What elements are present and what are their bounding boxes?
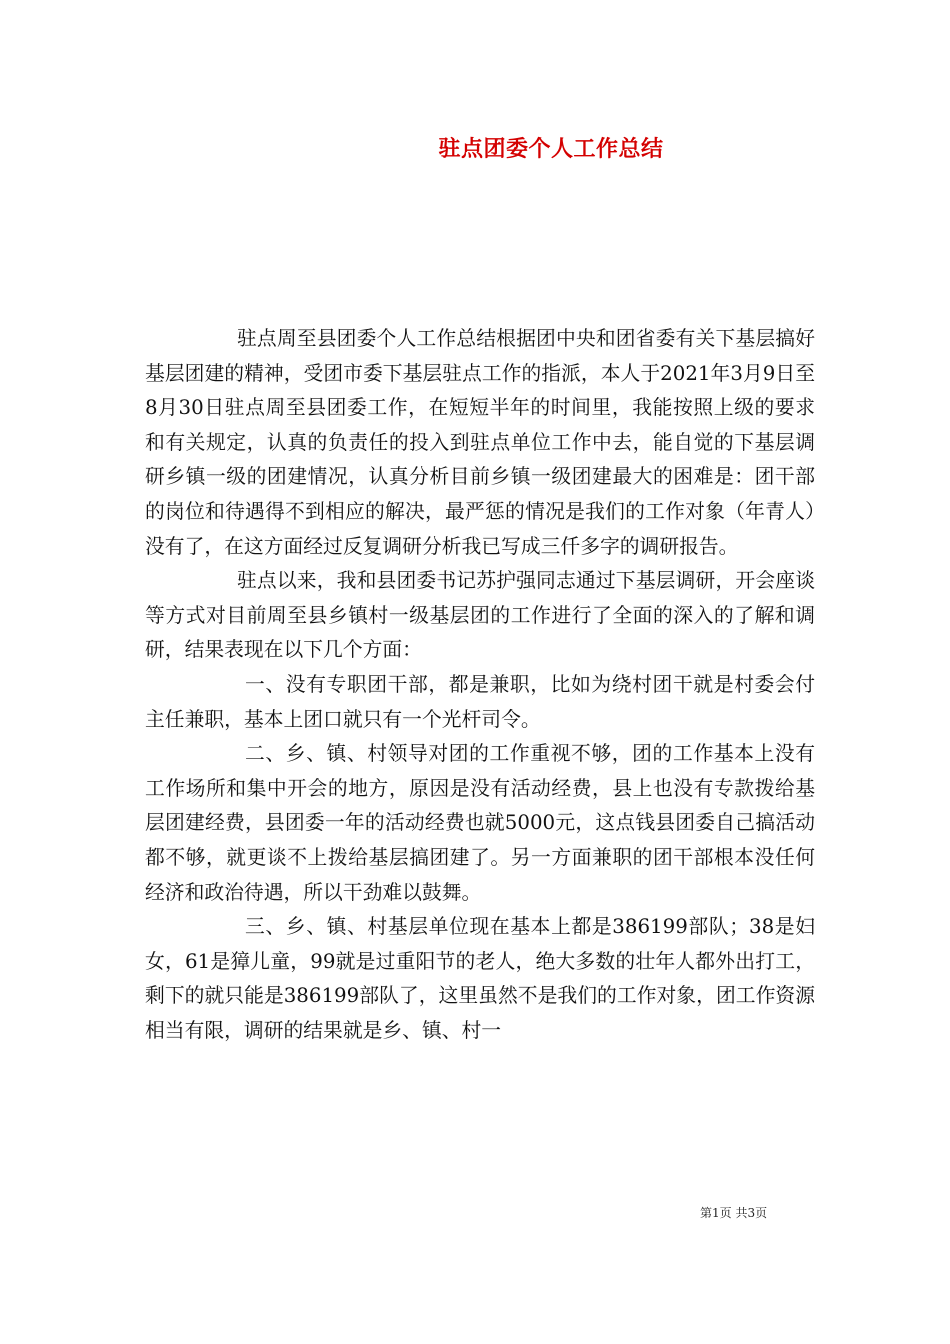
page-number: 第1页 共3页	[700, 1206, 768, 1220]
document-body	[145, 322, 815, 1048]
paragraph-point-3: 三、乡、镇、村基层单位现在基本上都是386199部队；38是妇女，61是獐儿童，99就是过重阳节的老人，绝大多数的壮年人都外出打工，剩下的就只能是386199部队了，这里虽然不是我们的工作对象，团工作资源相当有限，调研的结果就是乡、镇、村一	[145, 915, 815, 1042]
paragraph-point-1: 一、没有专职团干部，都是兼职，比如为绕村团干就是村委会付主任兼职，基本上团口就只有一个光杆司令。	[145, 672, 815, 731]
document-title: 驻点团委个人工作总结	[438, 137, 664, 162]
paragraph-intro: 驻点周至县团委个人工作总结根据团中央和团省委有关下基层搞好基层团建的精神，受团市委下基层驻点工作的指派，本人于2021年3月9日至8月30日驻点周至县团委工作，在短短半年的时间里，我能按照上级的要求和有关规定，认真的负责任的投入到驻点单位工作中去，能自觉的下基层调研乡镇一级的团建情况，认真分析目前乡镇一级团建最大的困难是：团干部的岗位和待遇得不到相应的解决，最严惩的情况是我们的工作对象（年青人）没有了，在这方面经过反复调研分析我已写成三仟多字的调研报告。	[145, 327, 815, 558]
paragraph-point-2: 二、乡、镇、村领导对团的工作重视不够，团的工作基本上没有工作场所和集中开会的地方，原因是没有活动经费，县上也没有专款拨给基层团建经费，县团委一年的活动经费也就5000元，这点钱县团委自己搞活动都不够，就更谈不上拨给基层搞团建了。另一方面兼职的团干部根本没任何经济和政治待遇，所以干劲难以鼓舞。	[145, 742, 815, 904]
paragraph-research: 驻点以来，我和县团委书记苏护强同志通过下基层调研，开会座谈等方式对目前周至县乡镇村一级基层团的工作进行了全面的深入的了解和调研，结果表现在以下几个方面：	[145, 569, 815, 662]
